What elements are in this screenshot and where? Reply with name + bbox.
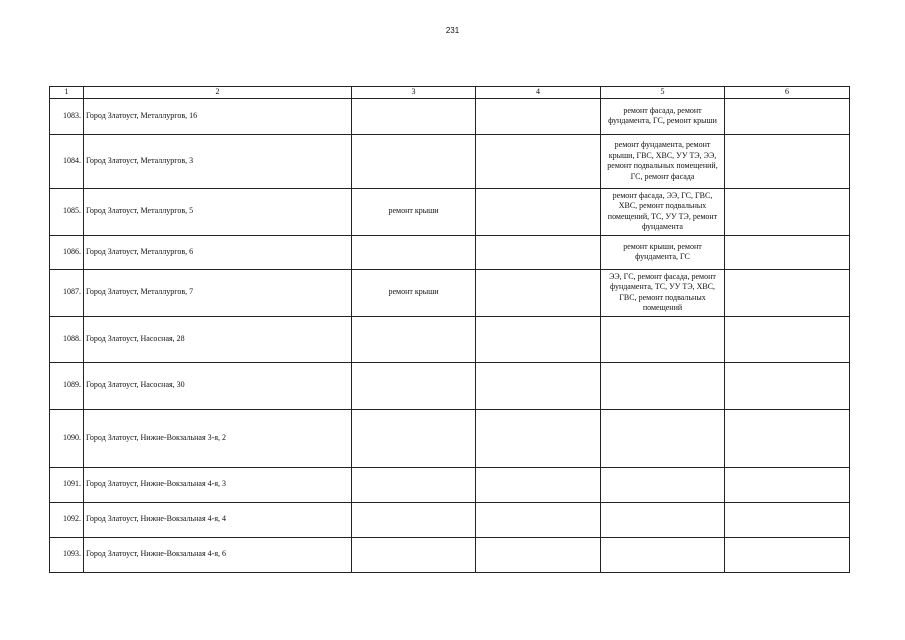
table-row	[50, 537, 850, 572]
cell-col5: ремонт фасада, ремонт фундамента, ГС, ремонт крыши	[601, 98, 725, 134]
cell-col6	[725, 467, 850, 502]
cell-col4	[476, 98, 601, 134]
cell-col4	[476, 269, 601, 316]
cell-col5: ремонт крыши, ремонт фундамента, ГС	[601, 235, 725, 269]
cell-col3	[352, 467, 476, 502]
row-number: 1083.	[50, 98, 84, 134]
cell-col4	[476, 235, 601, 269]
row-number: 1087.	[50, 269, 84, 316]
page-number: 231	[445, 26, 460, 35]
address-cell: Город Златоуст, Нижне-Вокзальная 4-я, 3	[84, 467, 352, 502]
cell-col5	[601, 316, 725, 362]
registry-table	[49, 86, 850, 573]
cell-col3	[352, 537, 476, 572]
row-number: 1086.	[50, 235, 84, 269]
cell-col6	[725, 98, 850, 134]
column-header-1: 1	[50, 87, 84, 99]
row-number: 1091.	[50, 467, 84, 502]
table-row	[50, 188, 850, 235]
cell-col3	[352, 409, 476, 467]
row-number: 1092.	[50, 502, 84, 537]
cell-col4	[476, 362, 601, 409]
cell-col3: ремонт крыши	[352, 269, 476, 316]
cell-col3	[352, 134, 476, 188]
address-cell: Город Златоуст, Насосная, 28	[84, 316, 352, 362]
cell-col6	[725, 362, 850, 409]
column-header-3: 3	[352, 87, 476, 99]
column-header-6: 6	[725, 87, 850, 99]
row-number: 1085.	[50, 188, 84, 235]
cell-col6	[725, 502, 850, 537]
cell-col4	[476, 502, 601, 537]
table-row	[50, 316, 850, 362]
table-row	[50, 134, 850, 188]
address-cell: Город Златоуст, Металлургов, 5	[84, 188, 352, 235]
row-number: 1093.	[50, 537, 84, 572]
cell-col3	[352, 362, 476, 409]
cell-col3	[352, 98, 476, 134]
row-number: 1084.	[50, 134, 84, 188]
address-cell: Город Златоуст, Металлургов, 16	[84, 98, 352, 134]
column-header-4: 4	[476, 87, 601, 99]
header-row	[50, 87, 850, 99]
cell-col4	[476, 188, 601, 235]
cell-col5	[601, 362, 725, 409]
cell-col6	[725, 134, 850, 188]
table-row	[50, 362, 850, 409]
cell-col5	[601, 409, 725, 467]
table-row	[50, 467, 850, 502]
row-number: 1088.	[50, 316, 84, 362]
address-cell: Город Златоуст, Металлургов, 7	[84, 269, 352, 316]
address-cell: Город Златоуст, Металлургов, 6	[84, 235, 352, 269]
table-row	[50, 98, 850, 134]
cell-col5	[601, 537, 725, 572]
table-row	[50, 235, 850, 269]
cell-col6	[725, 316, 850, 362]
cell-col5: ремонт фасада, ЭЭ, ГС, ГВС, ХВС, ремонт подвальных помещений, ТС, УУ ТЭ, ремонт фундамента	[601, 188, 725, 235]
table-row	[50, 502, 850, 537]
column-header-2: 2	[84, 87, 352, 99]
address-cell: Город Златоуст, Нижне-Вокзальная 3-я, 2	[84, 409, 352, 467]
cell-col6	[725, 188, 850, 235]
row-number: 1089.	[50, 362, 84, 409]
cell-col6	[725, 409, 850, 467]
address-cell: Город Златоуст, Насосная, 30	[84, 362, 352, 409]
cell-col4	[476, 134, 601, 188]
cell-col3	[352, 316, 476, 362]
address-cell: Город Златоуст, Нижне-Вокзальная 4-я, 4	[84, 502, 352, 537]
cell-col3	[352, 502, 476, 537]
cell-col5: ремонт фундамента, ремонт крыши, ГВС, ХВС, УУ ТЭ, ЭЭ, ремонт подвальных помещений, ГС, ремонт фасада	[601, 134, 725, 188]
cell-col6	[725, 537, 850, 572]
address-cell: Город Златоуст, Металлургов, 3	[84, 134, 352, 188]
cell-col3: ремонт крыши	[352, 188, 476, 235]
row-number: 1090.	[50, 409, 84, 467]
cell-col3	[352, 235, 476, 269]
cell-col5	[601, 502, 725, 537]
address-cell: Город Златоуст, Нижне-Вокзальная 4-я, 6	[84, 537, 352, 572]
cell-col4	[476, 409, 601, 467]
cell-col4	[476, 467, 601, 502]
table-row	[50, 409, 850, 467]
cell-col4	[476, 537, 601, 572]
cell-col6	[725, 269, 850, 316]
cell-col4	[476, 316, 601, 362]
table-row	[50, 269, 850, 316]
column-header-5: 5	[601, 87, 725, 99]
cell-col5: ЭЭ, ГС, ремонт фасада, ремонт фундамента, ТС, УУ ТЭ, ХВС, ГВС, ремонт подвальных помещений	[601, 269, 725, 316]
cell-col5	[601, 467, 725, 502]
cell-col6	[725, 235, 850, 269]
